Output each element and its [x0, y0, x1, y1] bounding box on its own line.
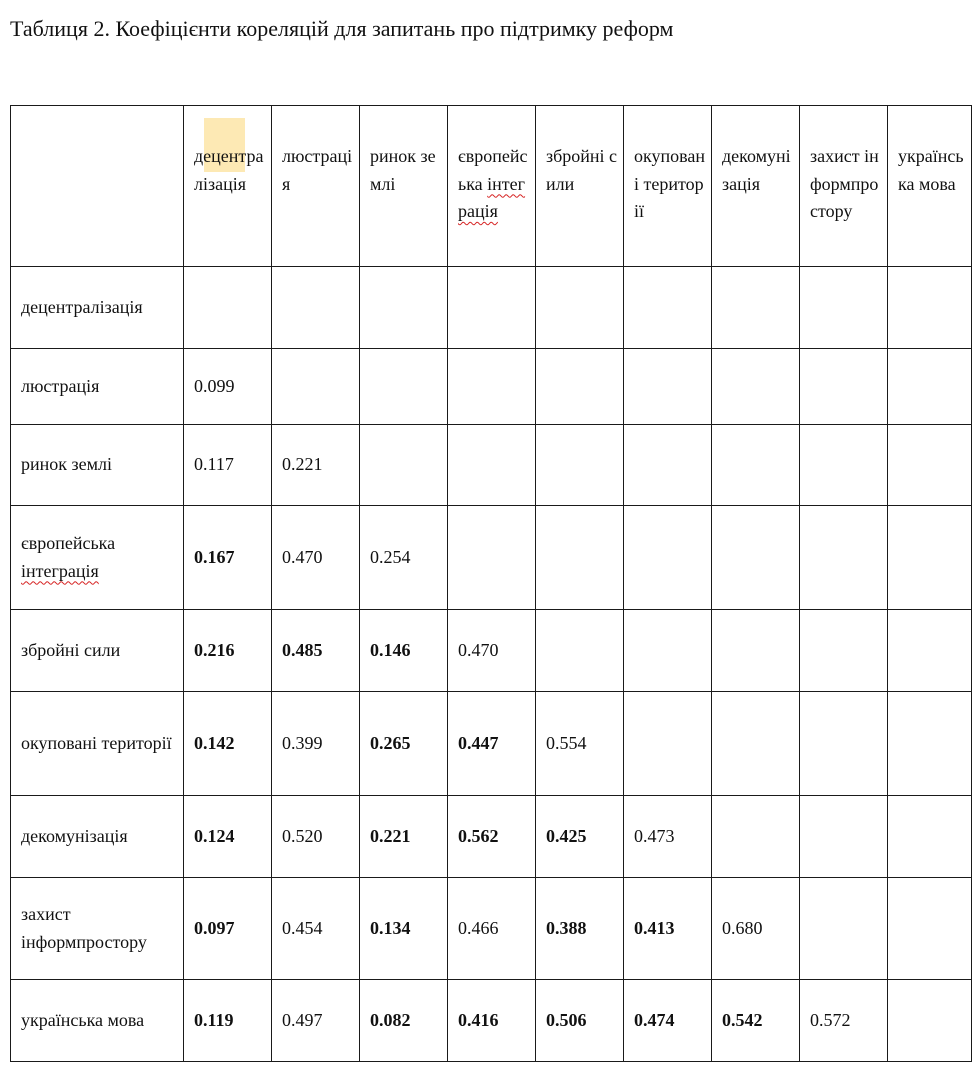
table-cell: 0.119	[184, 980, 272, 1062]
table-cell: 0.497	[272, 980, 360, 1062]
spellcheck-underline: інтеграція	[458, 173, 526, 221]
row-label: ринок землі	[11, 425, 184, 506]
table-cell	[800, 796, 888, 878]
row-label: люстрація	[11, 349, 184, 425]
row-label: окуповані території	[11, 692, 184, 796]
row-label: захист інформпростору	[11, 878, 184, 980]
row-label	[11, 506, 184, 610]
table-cell: 0.146	[360, 610, 448, 692]
table-cell	[800, 506, 888, 610]
table-cell: 0.454	[272, 878, 360, 980]
table-cell	[888, 980, 972, 1062]
table-cell	[888, 425, 972, 506]
table-row	[11, 796, 972, 878]
table-cell	[448, 506, 536, 610]
table-cell	[536, 506, 624, 610]
table-cell: 0.221	[272, 425, 360, 506]
table-cell: 0.520	[272, 796, 360, 878]
table-cell	[800, 610, 888, 692]
table-cell	[712, 349, 800, 425]
table-cell	[888, 878, 972, 980]
row-label-text: європейська інтеграція	[21, 533, 116, 581]
column-header	[448, 106, 536, 267]
table-cell	[360, 267, 448, 349]
table-cell	[712, 692, 800, 796]
table-cell: 0.388	[536, 878, 624, 980]
table-cell: 0.562	[448, 796, 536, 878]
corner-cell	[11, 106, 184, 267]
table-cell	[888, 349, 972, 425]
table-cell	[888, 506, 972, 610]
spellcheck-underline: інтеграція	[21, 560, 99, 581]
table-row	[11, 610, 972, 692]
table-cell	[624, 692, 712, 796]
column-header-text: європейська інтеграція	[458, 146, 528, 221]
table-cell: 0.124	[184, 796, 272, 878]
table-cell: 0.216	[184, 610, 272, 692]
table-cell	[712, 610, 800, 692]
table-cell: 0.167	[184, 506, 272, 610]
table-cell: 0.473	[624, 796, 712, 878]
table-cell: 0.447	[448, 692, 536, 796]
table-cell	[272, 267, 360, 349]
row-label: декомунізація	[11, 796, 184, 878]
table-cell: 0.425	[536, 796, 624, 878]
table-cell: 0.221	[360, 796, 448, 878]
table-row	[11, 267, 972, 349]
table-cell: 0.680	[712, 878, 800, 980]
table-cell: 0.134	[360, 878, 448, 980]
table-cell	[536, 349, 624, 425]
table-cell	[360, 349, 448, 425]
column-header: ринок землі	[360, 106, 448, 267]
table-cell	[800, 878, 888, 980]
table-cell	[536, 425, 624, 506]
table-cell: 0.254	[360, 506, 448, 610]
table-cell: 0.399	[272, 692, 360, 796]
table-cell	[448, 425, 536, 506]
table-cell: 0.416	[448, 980, 536, 1062]
table-row	[11, 506, 972, 610]
table-cell: 0.082	[360, 980, 448, 1062]
table-cell	[360, 425, 448, 506]
column-header: окуповані території	[624, 106, 712, 267]
table-cell	[800, 692, 888, 796]
table-cell	[184, 267, 272, 349]
table-row	[11, 692, 972, 796]
table-cell: 0.142	[184, 692, 272, 796]
table-cell	[448, 267, 536, 349]
column-header: збройні сили	[536, 106, 624, 267]
table-cell: 0.117	[184, 425, 272, 506]
column-header: захист інформпростору	[800, 106, 888, 267]
table-cell	[712, 796, 800, 878]
table-cell: 0.485	[272, 610, 360, 692]
table-cell	[536, 267, 624, 349]
table-cell	[272, 349, 360, 425]
table-cell	[888, 610, 972, 692]
table-cell: 0.506	[536, 980, 624, 1062]
column-header: децентралізація	[184, 106, 272, 267]
table-cell	[888, 692, 972, 796]
correlation-table	[10, 105, 972, 1062]
table-row	[11, 878, 972, 980]
row-label: збройні сили	[11, 610, 184, 692]
table-cell: 0.413	[624, 878, 712, 980]
table-cell	[800, 425, 888, 506]
table-cell: 0.470	[272, 506, 360, 610]
table-cell	[800, 267, 888, 349]
table-cell: 0.466	[448, 878, 536, 980]
table-cell	[624, 610, 712, 692]
table-cell	[624, 349, 712, 425]
table-cell	[448, 349, 536, 425]
table-caption: Таблиця 2. Коефіцієнти кореляцій для запитань про підтримку реформ	[10, 16, 674, 41]
table-cell	[888, 267, 972, 349]
column-header: українська мова	[888, 106, 972, 267]
table-cell	[712, 267, 800, 349]
table-cell	[624, 506, 712, 610]
table-cell	[536, 610, 624, 692]
header-row	[11, 106, 972, 267]
table-cell: 0.097	[184, 878, 272, 980]
table-row	[11, 349, 972, 425]
table-cell: 0.474	[624, 980, 712, 1062]
table-cell	[624, 425, 712, 506]
table-cell	[712, 425, 800, 506]
table-cell: 0.542	[712, 980, 800, 1062]
table-cell: 0.554	[536, 692, 624, 796]
table-cell: 0.265	[360, 692, 448, 796]
column-header: декомунізація	[712, 106, 800, 267]
table-cell: 0.572	[800, 980, 888, 1062]
table-cell	[800, 349, 888, 425]
table-row	[11, 425, 972, 506]
column-header: люстрація	[272, 106, 360, 267]
table-cell	[712, 506, 800, 610]
row-label: українська мова	[11, 980, 184, 1062]
table-cell	[624, 267, 712, 349]
table-row	[11, 980, 972, 1062]
table-cell	[888, 796, 972, 878]
table-cell: 0.099	[184, 349, 272, 425]
row-label: децентралізація	[11, 267, 184, 349]
table-cell: 0.470	[448, 610, 536, 692]
